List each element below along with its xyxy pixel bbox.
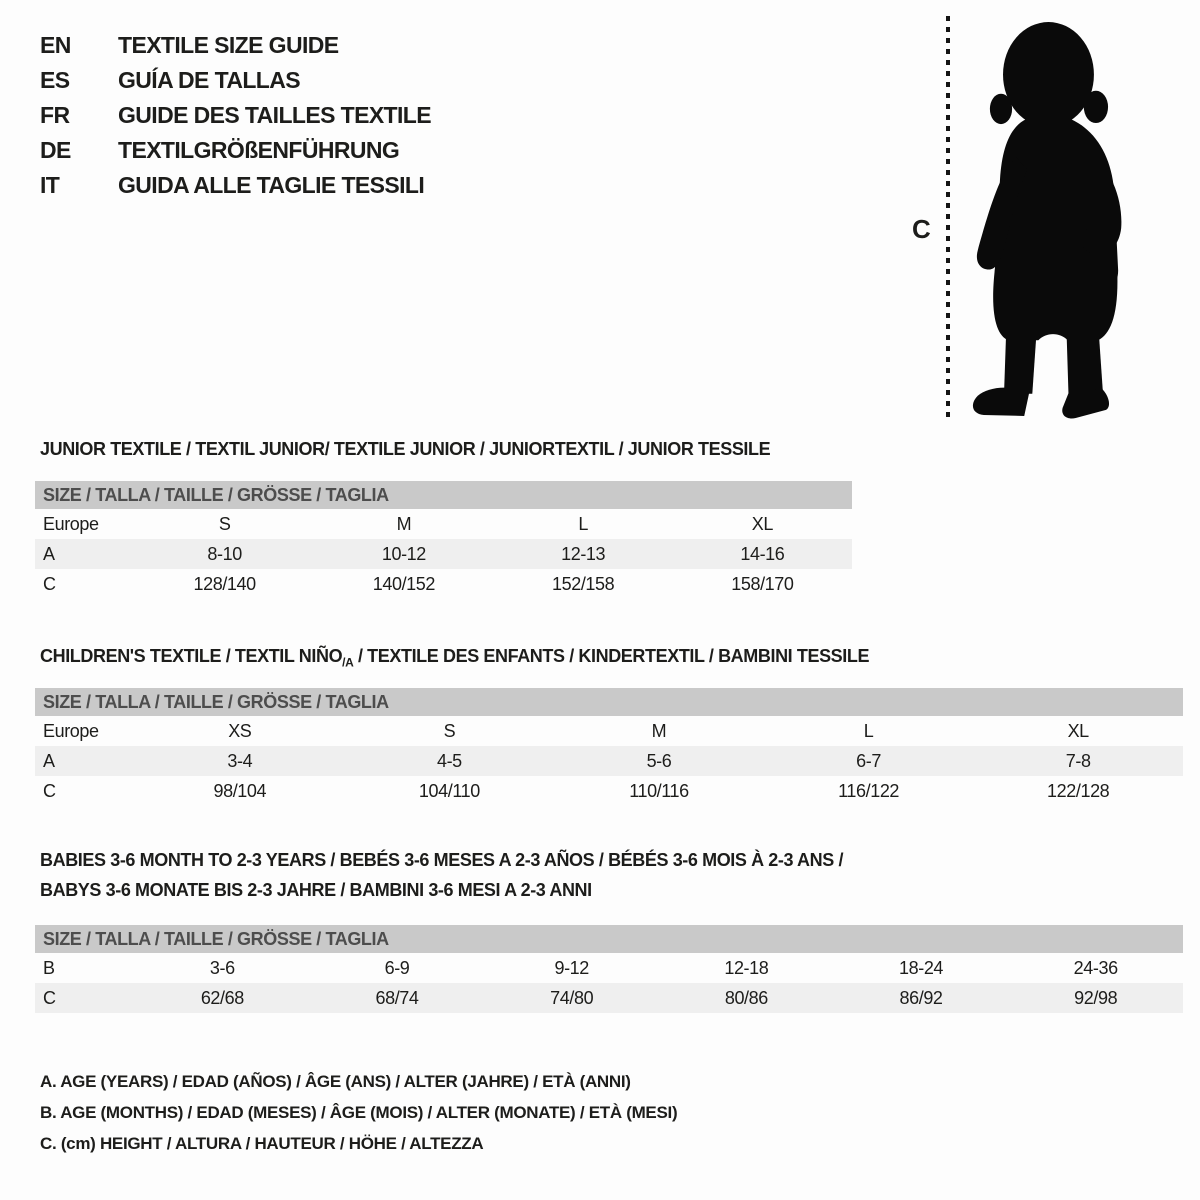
table-cell: 86/92	[899, 988, 943, 1008]
babies-title-line1: BABIES 3-6 MONTH TO 2-3 YEARS / BEBÉS 3-6 MESES A 2-3 AÑOS / BÉBÉS 3-6 MOIS À 2-3 ANS /	[40, 850, 844, 870]
row-label: Europe	[43, 514, 99, 534]
table-cell: 158/170	[731, 574, 794, 594]
language-row-en	[40, 28, 431, 63]
table-cell: 3-4	[227, 751, 253, 771]
junior-section-title: JUNIOR TEXTILE / TEXTIL JUNIOR/ TEXTILE JUNIOR / JUNIORTEXTIL / JUNIOR TESSILE	[40, 439, 771, 459]
row-label: A	[43, 751, 55, 771]
table-cell: 24-36	[1073, 958, 1118, 978]
table-cell: 152/158	[551, 574, 615, 594]
row-label: B	[43, 958, 55, 978]
table-cell: M	[651, 721, 667, 741]
legend-line-c: C. (cm) HEIGHT / ALTURA / HAUTEUR / HÖHE / ALTEZZA	[40, 1134, 484, 1153]
table-cell: 68/74	[375, 988, 419, 1008]
language-row-fr	[40, 98, 431, 133]
children-size-header-bar: SIZE / TALLA / TAILLE / GRÖSSE / TAGLIA	[35, 688, 1183, 716]
legend	[40, 1066, 677, 1159]
table-cell: 92/98	[1074, 988, 1118, 1008]
table-row	[35, 953, 1183, 983]
table-cell: 122/128	[1047, 781, 1110, 801]
language-row-es	[40, 63, 431, 98]
table-cell: 8-10	[207, 544, 242, 564]
table-cell: XL	[751, 514, 773, 534]
table-cell: S	[443, 721, 456, 741]
table-row	[35, 776, 1183, 806]
row-label: C	[43, 988, 56, 1008]
legend-line-a: A. AGE (YEARS) / EDAD (AÑOS) / ÂGE (ANS) / ALTER (JAHRE) / ETÀ (ANNI)	[40, 1072, 631, 1091]
children-title-part1: CHILDREN'S TEXTILE / TEXTIL NIÑO	[40, 646, 343, 666]
language-title: TEXTILE SIZE GUIDE	[118, 32, 339, 58]
table-cell: XS	[228, 721, 252, 741]
babies-title-line2: BABYS 3-6 MONATE BIS 2-3 JAHRE / BAMBINI 3-6 MESI A 2-3 ANNI	[40, 880, 592, 900]
language-title: GUIDE DES TAILLES TEXTILE	[118, 102, 431, 128]
row-label: Europe	[43, 721, 99, 741]
table-row	[35, 539, 852, 569]
table-cell: XL	[1067, 721, 1089, 741]
table-cell: 14-16	[740, 544, 785, 564]
babies-section-title	[40, 845, 843, 905]
table-row	[35, 569, 852, 599]
table-cell: 18-24	[899, 958, 944, 978]
language-code: ES	[40, 67, 70, 93]
row-label: C	[43, 781, 56, 801]
legend-line-b: B. AGE (MONTHS) / EDAD (MESES) / ÂGE (MOIS) / ALTER (MONATE) / ETÀ (MESI)	[40, 1103, 678, 1122]
table-cell: L	[578, 514, 588, 534]
language-row-it	[40, 168, 431, 203]
table-row	[35, 716, 1183, 746]
table-cell: 12-13	[561, 544, 606, 564]
table-cell: 9-12	[554, 958, 589, 978]
table-cell: 7-8	[1065, 751, 1091, 771]
language-code: DE	[40, 137, 71, 163]
toddler-silhouette-icon	[962, 16, 1142, 420]
language-title: TEXTILGRÖßENFÜHRUNG	[118, 137, 400, 163]
table-cell: 12-18	[724, 958, 769, 978]
table-row	[35, 746, 1183, 776]
language-title: GUÍA DE TALLAS	[118, 67, 300, 93]
table-cell: 116/122	[838, 781, 900, 801]
table-cell: 128/140	[193, 574, 256, 594]
table-cell: 6-7	[856, 751, 881, 771]
table-cell: L	[863, 721, 874, 741]
junior-size-header-bar: SIZE / TALLA / TAILLE / GRÖSSE / TAGLIA	[35, 481, 852, 509]
table-cell: 80/86	[724, 988, 768, 1008]
table-cell: 4-5	[436, 751, 462, 771]
language-title: GUIDA ALLE TAGLIE TESSILI	[118, 172, 425, 198]
children-section-title	[40, 641, 869, 678]
height-measure-dashed-line	[946, 16, 950, 420]
height-measure-label: C	[912, 214, 930, 244]
table-cell: M	[396, 514, 412, 534]
table-cell: 6-9	[384, 958, 410, 978]
table-cell: 5-6	[646, 751, 672, 771]
table-cell: 140/152	[372, 574, 435, 594]
junior-size-table	[35, 481, 852, 599]
language-code: EN	[40, 32, 71, 58]
table-cell: 10-12	[381, 544, 426, 564]
children-size-table	[35, 688, 1183, 806]
table-row	[35, 983, 1183, 1013]
language-title-list	[40, 28, 431, 203]
children-title-sub: /A	[342, 655, 354, 670]
table-cell: S	[218, 514, 231, 534]
language-code: IT	[40, 172, 60, 198]
table-cell: 3-6	[209, 958, 235, 978]
children-title-part2: / TEXTILE DES ENFANTS / KINDERTEXTIL / BAMBINI TESSILE	[353, 646, 870, 666]
height-figure	[900, 10, 1190, 425]
table-cell: 62/68	[200, 988, 244, 1008]
table-row	[35, 509, 852, 539]
row-label: C	[43, 574, 56, 594]
table-cell: 74/80	[550, 988, 594, 1008]
table-cell: 104/110	[418, 781, 480, 801]
table-cell: 110/116	[629, 781, 689, 801]
row-label: A	[43, 544, 55, 564]
table-cell: 98/104	[213, 781, 267, 801]
language-code: FR	[40, 102, 70, 128]
babies-size-table	[35, 925, 1183, 1013]
babies-size-header-bar: SIZE / TALLA / TAILLE / GRÖSSE / TAGLIA	[35, 925, 1183, 953]
language-row-de	[40, 133, 431, 168]
